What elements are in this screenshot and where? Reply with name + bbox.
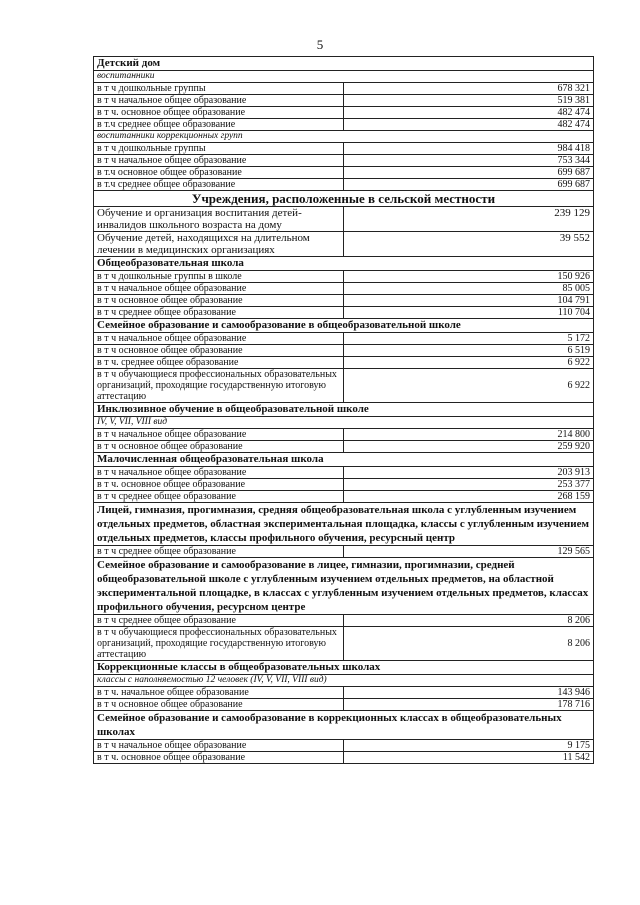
table-row xyxy=(94,107,594,119)
table-row xyxy=(94,295,594,307)
section-heading-row xyxy=(94,558,594,615)
table-row xyxy=(94,155,594,167)
value-cell: 753 344 xyxy=(344,155,594,167)
table-row xyxy=(94,283,594,295)
table-row xyxy=(94,627,594,661)
heading-cell: воспитанники xyxy=(94,71,594,83)
value-cell: 239 129 xyxy=(344,207,594,232)
section-heading-row xyxy=(94,319,594,333)
value-cell: 259 920 xyxy=(344,441,594,453)
value-cell: 110 704 xyxy=(344,307,594,319)
label-cell: в т.ч среднее общее образование xyxy=(94,179,344,191)
subheading-row xyxy=(94,131,594,143)
value-cell: 482 474 xyxy=(344,119,594,131)
table-row xyxy=(94,143,594,155)
table-row xyxy=(94,232,594,257)
value-cell: 150 926 xyxy=(344,271,594,283)
label-cell: в т ч среднее общее образование xyxy=(94,491,344,503)
label-cell: в т ч основное общее образование xyxy=(94,295,344,307)
label-cell: в т ч начальное общее образование xyxy=(94,429,344,441)
table-row xyxy=(94,467,594,479)
table-row xyxy=(94,429,594,441)
heading-cell: Семейное образование и самообразование в коррекционных классах в общеобразовательных школах xyxy=(94,711,594,740)
table-row xyxy=(94,271,594,283)
label-cell: в т ч начальное общее образование xyxy=(94,283,344,295)
label-cell: Обучение детей, находящихся на длительном лечении в медицинских организациях xyxy=(94,232,344,257)
table-row xyxy=(94,615,594,627)
value-cell: 482 474 xyxy=(344,107,594,119)
value-cell: 6 922 xyxy=(344,357,594,369)
heading-cell: Коррекционные классы в общеобразовательных школах xyxy=(94,661,594,675)
value-cell: 9 175 xyxy=(344,740,594,752)
label-cell: в т ч дошкольные группы xyxy=(94,143,344,155)
heading-cell: классы с наполняемостью 12 человек (IV, V, VII, VIII вид) xyxy=(94,675,594,687)
section-heading-row xyxy=(94,453,594,467)
major-heading-row xyxy=(94,191,594,207)
value-cell: 143 946 xyxy=(344,687,594,699)
subheading-row xyxy=(94,71,594,83)
value-cell: 129 565 xyxy=(344,546,594,558)
heading-cell: Семейное образование и самообразование в общеобразовательной школе xyxy=(94,319,594,333)
table-row xyxy=(94,752,594,764)
heading-cell: IV, V, VII, VIII вид xyxy=(94,417,594,429)
table-body xyxy=(94,57,594,764)
value-cell: 699 687 xyxy=(344,179,594,191)
heading-cell: Учреждения, расположенные в сельской местности xyxy=(94,191,594,207)
label-cell: в т ч начальное общее образование xyxy=(94,155,344,167)
table-row xyxy=(94,699,594,711)
value-cell: 214 800 xyxy=(344,429,594,441)
label-cell: в т ч основное общее образование xyxy=(94,441,344,453)
table-row xyxy=(94,369,594,403)
table-row xyxy=(94,479,594,491)
heading-cell: Семейное образование и самообразование в лицее, гимназии, прогимназии, средней общеобразовательной школе с углубленным изучением отдельных предметов, на областной экспериментальной площадке, в классах с углубленным изучением отдельных предметов, классах профильного обучения, ресурсном центре xyxy=(94,558,594,615)
subheading-row xyxy=(94,417,594,429)
label-cell: в т ч среднее общее образование xyxy=(94,615,344,627)
label-cell: в т ч. среднее общее образование xyxy=(94,357,344,369)
label-cell: в т ч среднее общее образование xyxy=(94,307,344,319)
section-heading-row xyxy=(94,711,594,740)
page-number: 5 xyxy=(316,37,324,52)
section-heading-row xyxy=(94,403,594,417)
label-cell: в т ч. основное общее образование xyxy=(94,752,344,764)
table-row xyxy=(94,95,594,107)
label-cell: в т ч дошкольные группы xyxy=(94,83,344,95)
heading-cell: Инклюзивное обучение в общеобразовательной школе xyxy=(94,403,594,417)
value-cell: 203 913 xyxy=(344,467,594,479)
label-cell: в т ч основное общее образование xyxy=(94,345,344,357)
label-cell: в т ч среднее общее образование xyxy=(94,546,344,558)
table-row xyxy=(94,83,594,95)
tariff-table xyxy=(93,56,594,764)
value-cell: 6 519 xyxy=(344,345,594,357)
value-cell: 5 172 xyxy=(344,333,594,345)
value-cell: 268 159 xyxy=(344,491,594,503)
subheading-row xyxy=(94,675,594,687)
table-row xyxy=(94,207,594,232)
table-row xyxy=(94,441,594,453)
value-cell: 984 418 xyxy=(344,143,594,155)
label-cell: в т ч начальное общее образование xyxy=(94,333,344,345)
heading-cell: воспитанники коррекционных групп xyxy=(94,131,594,143)
table-row xyxy=(94,307,594,319)
label-cell: в т.ч среднее общее образование xyxy=(94,119,344,131)
value-cell: 699 687 xyxy=(344,167,594,179)
label-cell: в т ч начальное общее образование xyxy=(94,467,344,479)
heading-cell: Детский дом xyxy=(94,57,594,71)
value-cell: 253 377 xyxy=(344,479,594,491)
value-cell: 8 206 xyxy=(344,627,594,661)
label-cell: в т ч начальное общее образование xyxy=(94,740,344,752)
label-cell: в т ч дошкольные группы в школе xyxy=(94,271,344,283)
label-cell: в т ч. основное общее образование xyxy=(94,479,344,491)
label-cell: Обучение и организация воспитания детей-инвалидов школьного возраста на дому xyxy=(94,207,344,232)
table-row xyxy=(94,167,594,179)
table-row xyxy=(94,333,594,345)
table-row xyxy=(94,179,594,191)
table-row xyxy=(94,491,594,503)
table-row xyxy=(94,740,594,752)
value-cell: 11 542 xyxy=(344,752,594,764)
value-cell: 39 552 xyxy=(344,232,594,257)
value-cell: 8 206 xyxy=(344,615,594,627)
value-cell: 178 716 xyxy=(344,699,594,711)
heading-cell: Лицей, гимназия, прогимназия, средняя общеобразовательная школа с углубленным изучением отдельных предметов, областная экспериментальная площадка, классы с углубленным изучением отдельных предметов, классы профильного обучения, ресурсный центр xyxy=(94,503,594,546)
label-cell: в т.ч основное общее образование xyxy=(94,167,344,179)
value-cell: 519 381 xyxy=(344,95,594,107)
section-heading-row xyxy=(94,503,594,546)
label-cell: в т ч. начальное общее образование xyxy=(94,687,344,699)
label-cell: в т ч обучающиеся профессиональных образовательных организаций, проходящие государственную итоговую аттестацию xyxy=(94,369,344,403)
label-cell: в т ч основное общее образование xyxy=(94,699,344,711)
label-cell: в т ч обучающиеся профессиональных образовательных организаций, проходящие государственную итоговую аттестацию xyxy=(94,627,344,661)
value-cell: 85 005 xyxy=(344,283,594,295)
table-row xyxy=(94,687,594,699)
value-cell: 6 922 xyxy=(344,369,594,403)
section-heading-row xyxy=(94,661,594,675)
table-row xyxy=(94,119,594,131)
value-cell: 678 321 xyxy=(344,83,594,95)
value-cell: 104 791 xyxy=(344,295,594,307)
table-row xyxy=(94,345,594,357)
heading-cell: Малочисленная общеобразовательная школа xyxy=(94,453,594,467)
section-heading-row xyxy=(94,257,594,271)
label-cell: в т ч начальное общее образование xyxy=(94,95,344,107)
heading-cell: Общеобразовательная школа xyxy=(94,257,594,271)
section-heading-row xyxy=(94,57,594,71)
table-row xyxy=(94,357,594,369)
label-cell: в т ч. основное общее образование xyxy=(94,107,344,119)
table-row xyxy=(94,546,594,558)
